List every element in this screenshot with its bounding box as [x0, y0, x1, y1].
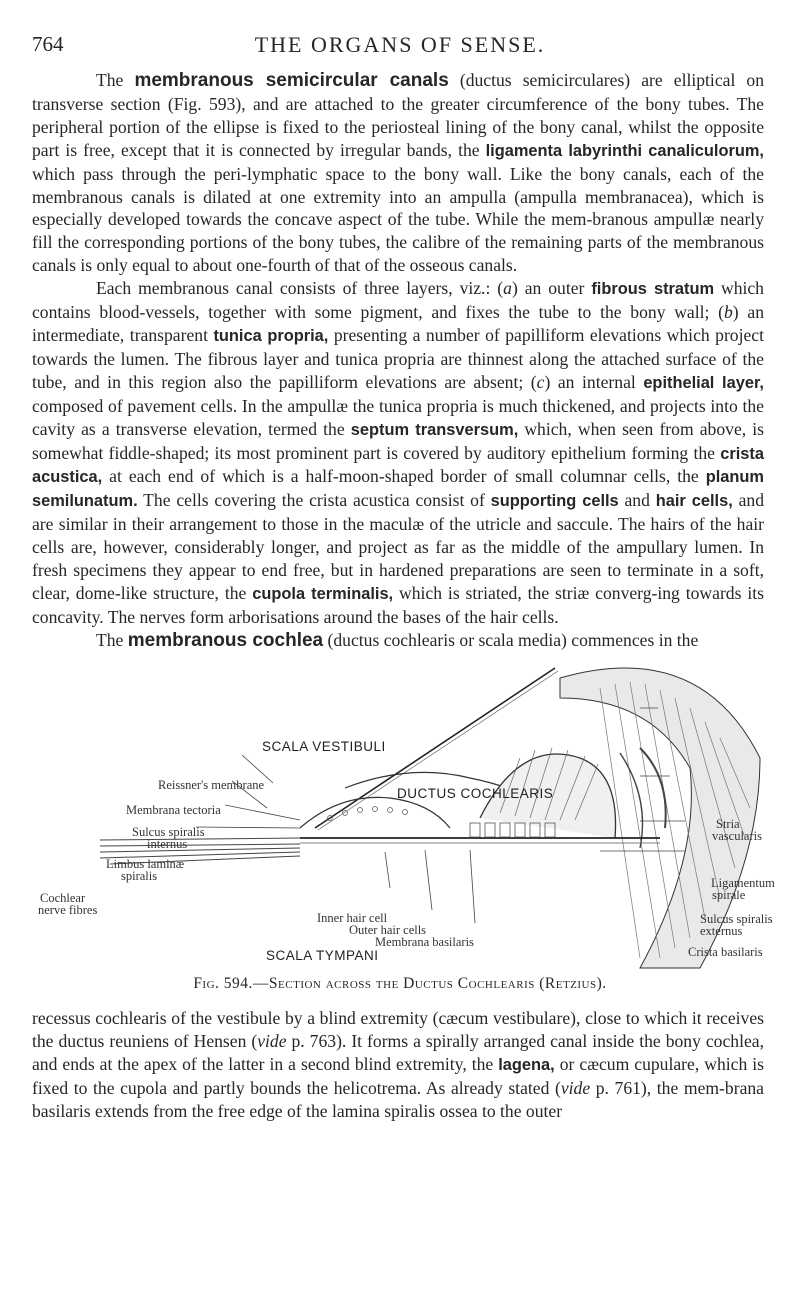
paragraph-cochlea-continued: recessus cochlearis of the vestibule by a blind extremity (cæcum vestibulare), close to which it receives the ductus reuniens of Hensen (vide p. 763). It forms a spirally arranged canal inside the bony cochlea, and ends at the apex of the latter in a second blind extremity, the lagena, or cæcum cupulare, which is fixed to the cupola and partly bounds the helicotrema. As already stated (vide p. 761), the mem-brana basilaris extends from the free edge of the lamina spiralis ossea to the outer — [32, 1008, 764, 1121]
term-ligamenta-labyrinthi: ligamenta labyrinthi canaliculorum, — [485, 141, 764, 160]
figure-caption — [0, 975, 800, 993]
term-planum-semilunatum: planum semilunatum. — [32, 468, 764, 511]
label-stria-1: Stria — [716, 817, 740, 831]
label-sulcus-int-2: internus — [147, 837, 188, 851]
term-crista-acustica: crista acustica, — [32, 444, 764, 487]
label-scala-tympani: SCALA TYMPANI — [266, 948, 379, 963]
page-number: 764 — [32, 32, 64, 56]
label-sulcus-int-1: Sulcus spiralis — [132, 825, 205, 839]
body-text-top — [32, 69, 764, 653]
body-text-bottom — [32, 1007, 764, 1123]
label-scala-vestibuli: SCALA VESTIBULI — [262, 739, 386, 754]
label-lig-1: Ligamentum — [711, 876, 775, 890]
label-membrana-basilaris: Membrana basilaris — [375, 935, 474, 949]
label-nerve-1: Cochlear — [40, 891, 86, 905]
label-sulcus-ext-2: externus — [700, 924, 743, 938]
label-ductus-cochlearis: DUCTUS COCHLEARIS — [397, 786, 554, 801]
figure-caption-text: —Section across the Ductus Cochlearis (Retzius). — [252, 975, 607, 992]
term-lagena: lagena, — [498, 1055, 555, 1074]
running-header — [0, 26, 800, 56]
label-limbus-1: Limbus laminæ — [106, 857, 185, 871]
term-membranous-semicircular-canals: membranous semicircular canals — [134, 70, 449, 91]
label-lig-2: spirale — [712, 888, 746, 902]
term-epithelial-layer: epithelial layer, — [643, 373, 764, 392]
figure-number: Fig. 594. — [193, 975, 253, 992]
label-membrana-tectoria: Membrana tectoria — [126, 803, 221, 817]
page-title: THE ORGANS OF SENSE. — [254, 32, 546, 57]
term-fibrous-stratum: fibrous stratum — [591, 280, 715, 299]
cochlear-duct-figure — [0, 638, 800, 978]
label-limbus-2: spiralis — [121, 869, 158, 883]
term-cupola-terminalis: cupola terminalis, — [252, 584, 394, 603]
label-outer-hair-cells: Outer hair cells — [349, 923, 427, 937]
paragraph-membranous-cochlea: The membranous cochlea (ductus cochlearis or scala media) commences in the — [96, 629, 699, 651]
label-nerve-2: nerve fibres — [38, 903, 98, 917]
paragraph-semicircular-canals: The membranous semicircular canals (ductus semicirculares) are elliptical on transverse section (Fig. 593), and are attached to the greater circumference of the bony tubes. The peripheral portion of the ellipse is fixed to the periosteal lining of the bony canal, whilst the opposite part is free, except that it is connected by irregular bands, the ligamenta labyrinthi canaliculorum, which pass through the peri-lymphatic space to the bony wall. Like the bony canals, each of the membranous canals is dilated at one extremity into an ampulla (ampulla membranacea), which is especially developed towards the concave aspect of the tube. While the mem-branous ampullæ nearly fill the corresponding portions of the bony tubes, the calibre of the remaining parts of the membranous canals is only equal to about one-fourth of that of the osseous canals. — [32, 70, 764, 276]
term-hair-cells: hair cells, — [655, 492, 733, 511]
term-tunica-propria: tunica propria, — [213, 326, 329, 345]
label-sulcus-ext-1: Sulcus spiralis — [700, 912, 773, 926]
label-crista-basilaris: Crista basilaris — [688, 945, 763, 959]
label-inner-hair-cell: Inner hair cell — [317, 911, 388, 925]
term-supporting-cells: supporting cells — [490, 492, 619, 511]
paragraph-canal-layers: Each membranous canal consists of three layers, viz.: (a) an outer fibrous stratum which contains blood-vessels, together with some pigment, and fixes the tube to the bony wall; (b) an intermediate, transparent tunica propria, presenting a number of papilliform elevations which project towards the lumen. The fibrous layer and tunica propria are thinnest along the attached surface of the tube, and in this region also the papilliform elevations are absent; (c) an internal epithelial layer, composed of pavement cells. In the ampullæ the tunica propria is much thickened, and projects into the cavity as a transverse elevation, termed the septum transversum, which, when seen from above, is somewhat fiddle-shaped; its most prominent part is covered by auditory epithelium forming the crista acustica, at each end of which is a half-moon-shaped border of small columnar cells, the planum semilunatum. The cells covering the crista acustica consist of supporting cells and hair cells, and are similar in their arrangement to those in the maculæ of the utricle and saccule. The hairs of the hair cells are, however, considerably longer, and project as far as the middle of the ampullary lumen. In fresh specimens they appear to end free, but in hardened preparations are seen to terminate in a soft, clear, dome-like structure, the cupola terminalis, which is striated, the striæ converg-ing towards its concavity. The nerves form arborisations around the bases of the hair cells. — [32, 278, 764, 627]
term-membranous-cochlea: membranous cochlea — [127, 629, 324, 651]
term-septum-transversum: septum transversum, — [350, 420, 519, 439]
label-reissners-membrane: Reissner's membrane — [158, 778, 265, 792]
label-stria-2: vascularis — [712, 829, 762, 843]
